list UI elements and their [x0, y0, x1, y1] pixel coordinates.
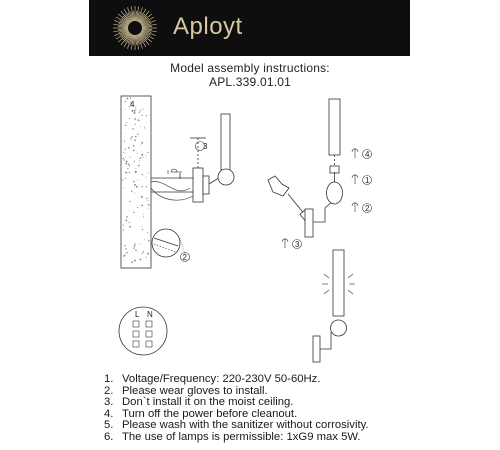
wall-speckle [142, 174, 143, 175]
wall-speckle [123, 188, 124, 189]
wall-speckle [129, 226, 131, 228]
wall-speckle [133, 112, 135, 114]
wall-speckle [125, 248, 127, 250]
wall-speckle [125, 125, 126, 126]
wall-speckle [140, 259, 142, 261]
wall-speckle [148, 184, 149, 185]
wall-speckle [125, 149, 126, 150]
mounting-bracket [151, 138, 222, 202]
wall-speckle [135, 168, 136, 169]
model-number: APL.339.01.01 [208, 75, 291, 89]
wall-speckle [145, 257, 146, 258]
wall-speckle [126, 125, 127, 126]
wall-speckle [131, 201, 132, 202]
wall-speckle [123, 152, 124, 153]
wall-speckle [129, 210, 130, 211]
wall-speckle [133, 248, 134, 249]
wall-speckle [144, 127, 145, 128]
wall-speckle [145, 172, 146, 173]
wall-speckle [141, 115, 142, 116]
sunburst-logo-icon [111, 4, 159, 52]
callout-three: 3 [203, 142, 208, 151]
wall-speckle [124, 159, 125, 160]
step-two: 2 [365, 204, 370, 213]
wall-speckle [139, 162, 140, 163]
wiring-label-n: N [147, 310, 153, 319]
instruction-item: 5. Please wash with the sanitizer without corrosivity. [104, 419, 369, 432]
wall-speckle [129, 172, 130, 173]
wall-speckle [132, 128, 134, 130]
wall-speckle [136, 151, 137, 152]
instruction-item: 1. Voltage/Frequency: 220-230V 50-60Hz. [104, 373, 321, 385]
wall-speckle [124, 101, 125, 102]
wall-speckle [146, 155, 147, 156]
wall-speckle [143, 251, 144, 252]
page-title: Model assembly instructions: [170, 61, 330, 75]
wall-speckle [129, 165, 130, 166]
wall-speckle [142, 253, 143, 254]
wall-speckle [123, 202, 124, 203]
wall-speckle [130, 97, 131, 98]
wall-speckle [141, 196, 143, 198]
wall-speckle [141, 205, 142, 206]
wall-speckle [139, 112, 140, 113]
brand-header [89, 0, 410, 56]
wall-speckle [131, 191, 132, 192]
wall-speckle [125, 253, 126, 254]
wall-speckle [139, 188, 140, 189]
wall-speckle [139, 110, 140, 111]
callout-two: 2 [182, 253, 187, 262]
instruction-item: 4. Turn off the power before cleanout. [104, 407, 298, 420]
wall-speckle [146, 177, 147, 178]
wall-speckle [146, 198, 147, 199]
wall-speckle [138, 165, 140, 167]
wall-speckle [146, 142, 147, 143]
wall-speckle [148, 172, 149, 173]
wall-speckle [140, 145, 141, 146]
wall-speckle [140, 157, 142, 159]
wall-speckle [147, 232, 148, 233]
wall-speckle [126, 216, 128, 218]
wall-speckle [137, 153, 138, 154]
wall-speckle [148, 208, 149, 209]
wall-speckle [126, 252, 127, 253]
wall-speckle [143, 214, 144, 215]
wall-section [121, 96, 151, 268]
wall-speckle [129, 222, 130, 223]
wall-speckle [146, 186, 147, 187]
instruction-item: 3. Don`t install it on the moist ceiling. [104, 396, 294, 409]
wall-speckle [142, 109, 143, 110]
wall-speckle [147, 152, 148, 153]
wall-speckle [135, 243, 136, 244]
wall-speckle [122, 158, 123, 159]
callout-wall: 4 [130, 100, 135, 109]
wall-speckle [140, 244, 141, 245]
wall-speckle [133, 181, 135, 183]
wires [151, 170, 193, 200]
wall-speckle [124, 140, 125, 141]
step-one: 1 [365, 176, 370, 185]
wall-speckle [135, 192, 136, 193]
wall-speckle [133, 150, 135, 152]
wall-speckle [142, 151, 143, 152]
wall-speckle [139, 160, 140, 161]
wall-speckle [129, 201, 130, 202]
wall-speckle [123, 229, 124, 230]
wall-speckle [137, 119, 139, 121]
wall-speckle [134, 124, 135, 125]
instructions-list [104, 374, 494, 444]
wiring-label-l: L [135, 310, 140, 319]
wall-speckle [131, 110, 133, 112]
wall-speckle [134, 118, 136, 120]
step-four: 4 [365, 150, 370, 159]
wall-speckle [140, 126, 141, 127]
wall-speckle [134, 260, 136, 262]
wall-speckle [123, 224, 124, 225]
wall-speckle [124, 245, 125, 246]
wall-speckle [137, 179, 138, 180]
wall-speckle [137, 207, 138, 208]
wall-speckle [125, 178, 126, 179]
wall-speckle [143, 216, 144, 217]
wall-speckle [127, 168, 128, 169]
wall-speckle [134, 171, 135, 172]
wall-speckle [130, 157, 131, 158]
wall-speckle [148, 240, 150, 242]
wall-speckle [122, 179, 123, 180]
wall-speckle [144, 239, 145, 240]
wall-speckle [125, 109, 126, 110]
wall-speckle [135, 172, 136, 173]
wall-speckle [125, 157, 126, 158]
wall-speckle [126, 161, 128, 163]
wall-speckle [128, 147, 130, 149]
wall-speckle [135, 136, 136, 137]
lamp-middle [305, 99, 343, 237]
wall-speckle [147, 198, 148, 199]
wall-speckle [141, 154, 143, 156]
lamp-left [218, 114, 234, 185]
wall-speckle [148, 204, 150, 206]
wall-speckle [133, 212, 135, 214]
wall-speckle [136, 186, 138, 188]
wall-speckle [142, 186, 143, 187]
wall-speckle [147, 200, 148, 201]
instruction-item: 6. The use of lamps is permissible: 1xG9 max 5W. [104, 430, 361, 443]
wall-speckle [130, 138, 131, 139]
wall-speckle [140, 217, 141, 218]
wall-speckle [125, 219, 127, 221]
wall-speckle [125, 163, 127, 165]
wall-speckle [133, 110, 135, 112]
wall-speckle [140, 180, 141, 181]
wall-speckle [140, 120, 141, 121]
wall-speckle [134, 245, 136, 247]
wall-speckle [141, 142, 143, 144]
wall-speckle [137, 133, 138, 134]
wall-speckle [142, 229, 143, 230]
wall-speckle [134, 139, 136, 141]
wall-speckle [134, 161, 135, 162]
lamp-assembled [313, 250, 347, 362]
wall-speckle [128, 163, 129, 164]
step-three: 3 [295, 240, 300, 249]
wall-speckle [125, 133, 126, 134]
wall-speckle [135, 250, 137, 252]
wall-speckle [135, 106, 136, 107]
wall-speckle [126, 122, 127, 123]
wire-detail-zoom [152, 229, 190, 262]
wall-speckle [131, 136, 133, 138]
wall-speckle [134, 244, 135, 245]
wall-speckle [125, 172, 127, 174]
wall-speckle [123, 255, 125, 257]
wall-speckle [144, 126, 145, 127]
brand-name: Aployt [173, 13, 243, 40]
wall-speckle [126, 98, 128, 100]
wall-speckle [147, 253, 149, 255]
wall-speckle [141, 226, 142, 227]
instruction-item: 2. Please wear gloves to install. [104, 384, 268, 397]
wall-speckle [129, 118, 130, 119]
wall-speckle [138, 251, 139, 252]
wall-speckle [146, 115, 147, 116]
wall-speckle [143, 157, 144, 158]
wall-speckle [126, 153, 127, 154]
assembly-diagram [0, 88, 500, 376]
wall-speckle [134, 184, 136, 186]
wall-speckle [133, 145, 135, 147]
wall-speckle [135, 108, 136, 109]
wall-speckle [131, 261, 133, 263]
wiring-terminal [119, 307, 167, 355]
